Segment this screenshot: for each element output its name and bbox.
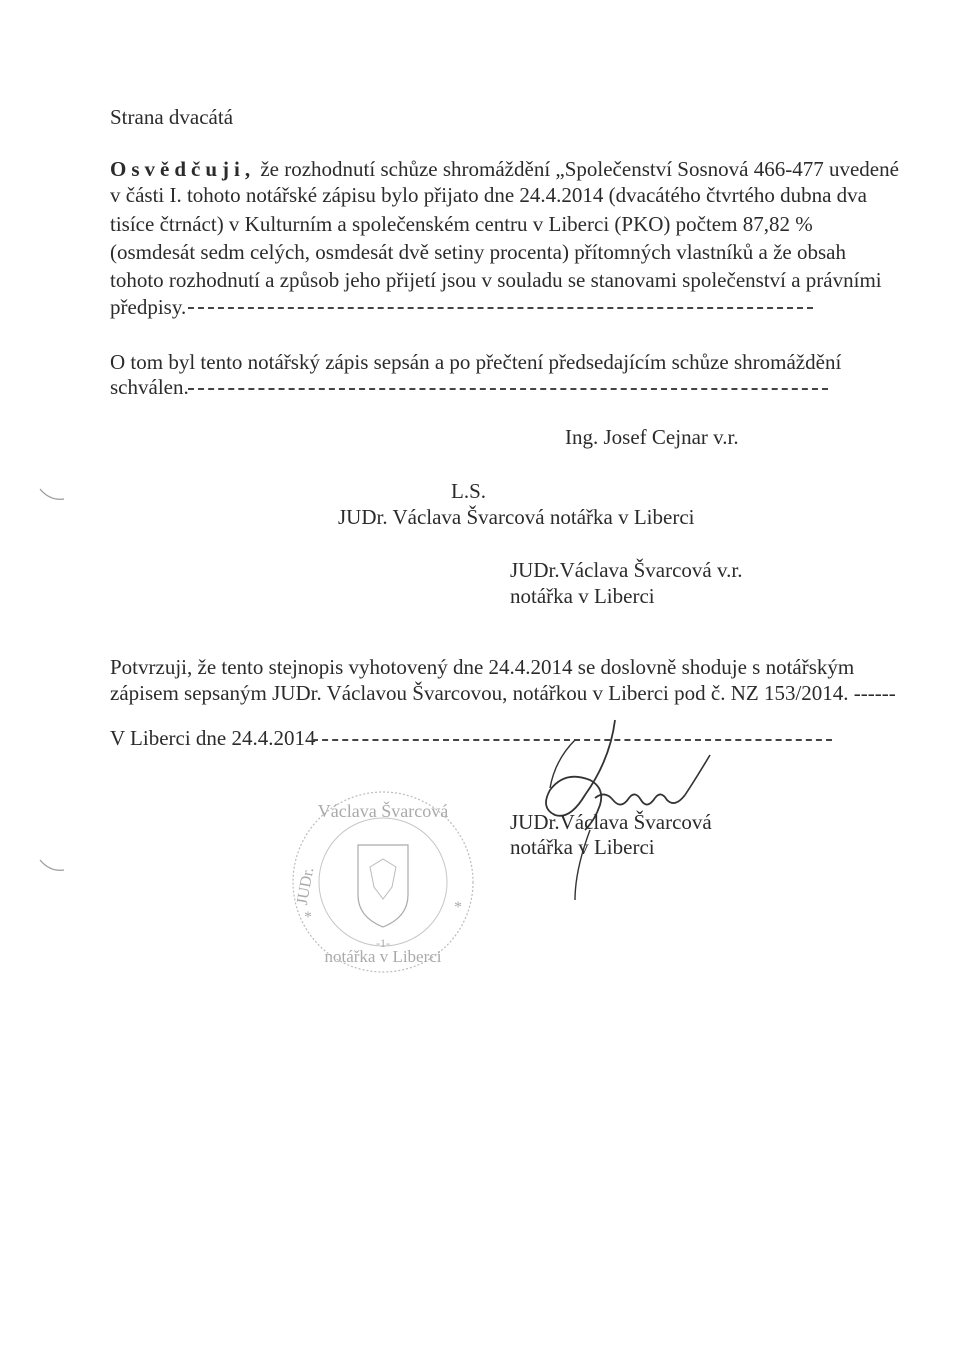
approval-line-2: schválen.	[110, 375, 189, 399]
seal-center-mark: -1-	[376, 936, 390, 950]
certification-line-6: předpisy.	[110, 295, 187, 319]
dash-filler-2	[188, 388, 828, 390]
notary-sign-role: notářka v Liberci	[510, 584, 655, 608]
notary-seal-stamp	[288, 787, 478, 977]
handwritten-signature	[495, 700, 715, 900]
confirmation-line-2: zápisem sepsaným JUDr. Václavou Švarcovou, notářkou v Liberci pod č. NZ 153/2014. ------	[110, 681, 896, 705]
certification-line-5: tohoto rozhodnutí a způsob jeho přijetí jsou v souladu se stanovami společenství a právními	[110, 268, 882, 292]
confirmation-line-1: Potvrzuji, že tento stejnopis vyhotovený dne 24.4.2014 se doslovně shoduje s notářským	[110, 655, 855, 679]
notary-title: JUDr. Václava Švarcová notářka v Liberci	[338, 505, 695, 529]
margin-mark-top	[38, 487, 68, 507]
seal-star-left: *	[304, 909, 312, 926]
certification-keyword: Osvědčuji,	[110, 157, 256, 181]
chair-signature: Ing. Josef Cejnar v.r.	[565, 425, 739, 449]
final-signature-name: JUDr.Václava Švarcová	[510, 810, 712, 834]
place-date: V Liberci dne 24.4.2014	[110, 726, 316, 750]
seal-text-top: Václava Švarcová	[317, 801, 449, 821]
approval-line-1: O tom byl tento notářský zápis sepsán a po přečtení předsedajícím schůze shromáždění	[110, 350, 842, 374]
seal-text-left: JUDr.	[293, 866, 318, 907]
certification-line-2: v části I. tohoto notářské zápisu bylo přijato dne 24.4.2014 (dvacátého čtvrtého dubna dva	[110, 183, 867, 207]
seal-star-right: *	[454, 899, 462, 916]
certification-line-4: (osmdesát sedm celých, osmdesát dvě setiny procenta) přítomných vlastníků a že obsah	[110, 240, 846, 264]
ls-mark: L.S.	[451, 479, 487, 503]
final-signature-role: notářka v Liberci	[510, 835, 655, 859]
page-label: Strana dvacátá	[110, 105, 234, 129]
certification-line-1	[110, 157, 899, 182]
seal-text-bottom: notářka v Liberci	[324, 947, 442, 966]
dash-filler-1	[188, 307, 813, 309]
margin-mark-bottom	[38, 858, 68, 878]
notary-sign-name: JUDr.Václava Švarcová v.r.	[510, 558, 743, 582]
certification-line-3: tisíce čtrnáct) v Kulturním a společenském centru v Liberci (PKO) počtem 87,82 %	[110, 212, 813, 236]
certification-text-1: že rozhodnutí schůze shromáždění „Společenství Sosnová 466-477 uvedené	[260, 157, 899, 181]
